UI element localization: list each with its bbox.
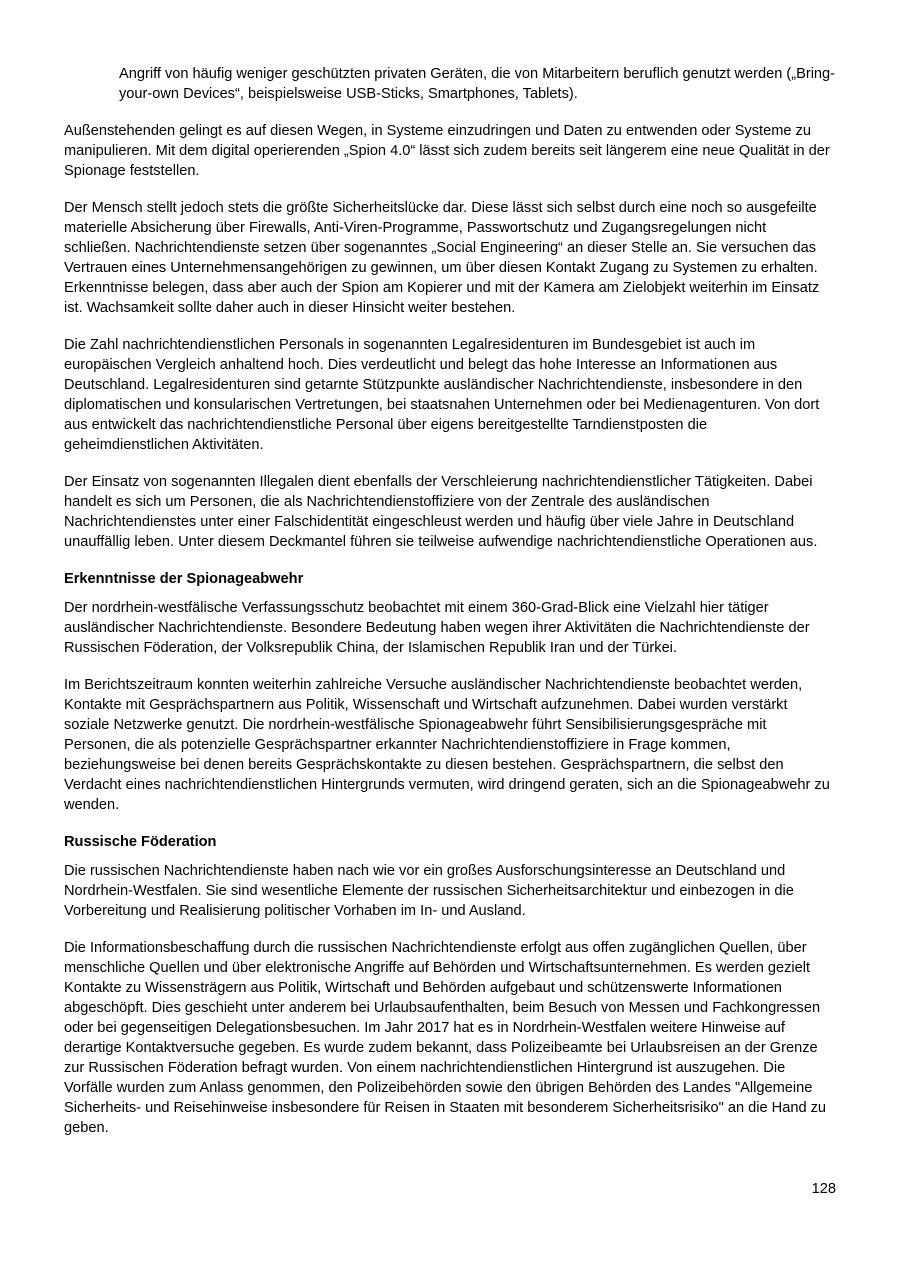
page-content <box>64 64 836 1155</box>
paragraph-illegale: Der Einsatz von sogenannten Illegalen dient ebenfalls der Verschleierung nachrichtendienstlicher Tätigkeiten. Dabei handelt es sich um Personen, die als Nachrichtendienstoffiziere von der Zentrale des ausländischen Nachrichtendienstes unter einer Falschidentität eingeschleust werden und häufig über viele Jahre in Deutschland unauffällig leben. Unter diesem Deckmantel führen sie teilweise aufwendige nachrichtendienstliche Operationen aus. <box>64 474 818 550</box>
paragraph-berichtszeitraum: Im Berichtszeitraum konnten weiterhin zahlreiche Versuche ausländischer Nachrichtendienste beobachtet werden, Kontakte mit Gesprächspartnern aus Politik, Wissenschaft und Wirtschaft aufzunehmen. Dabei wurden verstärkt soziale Netzwerke genutzt. Die nordrhein-westfälische Spionageabwehr führt Sensibilisierungsgespräche mit Personen, die als potenzielle Gesprächspartner erkannter Nachrichtendienstoffiziere in Frage kommen, beziehungsweise bei denen bereits Gesprächskontakte zu diesen bestehen. Gesprächspartnern, die selbst den Verdacht eines nachrichtendienstlichen Hintergrunds vermuten, wird dringend geraten, sich an die Spionageabwehr zu wenden. <box>64 677 830 813</box>
page-number: 128 <box>811 1181 836 1197</box>
paragraph-byod-continuation: Angriff von häufig weniger geschützten privaten Geräten, die von Mitarbeitern beruflich genutzt werden („Bring-your-own Devices“, beispielsweise USB-Sticks, Smartphones, Tablets). <box>119 66 836 102</box>
paragraph-russische-dienste: Die russischen Nachrichtendienste haben nach wie vor ein großes Ausforschungsinteresse an Deutschland und Nordrhein-Westfalen. Sie sind wesentliche Elemente der russischen Sicherheitsarchitektur und einbezogen in die Vorbereitung und Realisierung politischer Vorhaben im In- und Ausland. <box>64 863 794 919</box>
paragraph-360-grad: Der nordrhein-westfälische Verfassungsschutz beobachtet mit einem 360-Grad-Blick eine Vielzahl hier tätiger ausländischer Nachrichtendienste. Besondere Bedeutung haben wegen ihrer Aktivitäten die Nachrichtendienste der Russischen Föderation, der Volksrepublik China, der Islamischen Republik Iran und der Türkei. <box>64 600 810 656</box>
paragraph-human-factor: Der Mensch stellt jedoch stets die größte Sicherheitslücke dar. Diese lässt sich selbst durch eine noch so ausgefeilte materielle Absicherung über Firewalls, Anti-Viren-Programme, Passwortschutz und Zugangsregelungen nicht schließen. Nachrichtendienste setzen über sogenanntes „Social Engineering“ an dieser Stelle an. Sie versuchen das Vertrauen eines Unternehmensangehörigen zu gewinnen, um über diesen Kontakt Zugang zu Systemen zu erhalten. Erkenntnisse belegen, dass aber auch der Spion am Kopierer und mit der Kamera am Zielobjekt weiterhin im Einsatz ist. Wachsamkeit sollte daher auch in dieser Hinsicht weiter bestehen. <box>64 200 820 316</box>
paragraph-intrusion: Außenstehenden gelingt es auf diesen Wegen, in Systeme einzudringen und Daten zu entwenden oder Systeme zu manipulieren. Mit dem digital operierenden „Spion 4.0“ lässt sich zudem bereits seit längerem eine neue Qualität in der Spionage feststellen. <box>64 123 830 179</box>
paragraph-legalresidenturen: Die Zahl nachrichtendienstlichen Personals in sogenannten Legalresidenturen im Bundesgebiet ist auch im europäischen Vergleich anhaltend hoch. Dies verdeutlicht und belegt das hohe Interesse an Informationen aus Deutschland. Legalresidenturen sind getarnte Stützpunkte ausländischer Nachrichtendienste, insbesondere in den diplomatischen und konsularischen Vertretungen, bei staatsnahen Unternehmen oder bei Medienagenturen. Von dort aus entwickelt das nachrichtendienstliche Personal über eigens bereitgestellte Tarndienstposten die geheimdienstlichen Aktivitäten. <box>64 337 820 453</box>
heading-russische-foederation: Russische Föderation <box>64 834 217 850</box>
heading-erkenntnisse: Erkenntnisse der Spionageabwehr <box>64 571 304 587</box>
paragraph-informationsbeschaffung: Die Informationsbeschaffung durch die russischen Nachrichtendienste erfolgt aus offen zugänglichen Quellen, über menschliche Quellen und über elektronische Angriffe auf Behörden und Wirtschaftsunternehmen. Es werden gezielt Kontakte zu Wissensträgern aus Politik, Wirtschaft und Behörden aufgebaut und schützenswerte Informationen abgeschöpft. Dies geschieht unter anderem bei Urlaubsaufenthalten, beim Besuch von Messen und Fachkongressen oder bei gegenseitigen Delegationsbesuchen. Im Jahr 2017 hat es in Nordrhein-Westfalen weitere Hinweise auf derartige Kontaktversuche gegeben. Es wurde zudem bekannt, dass Polizeibeamte bei Urlaubsreisen an der Grenze zur Russischen Föderation befragt wurden. Von einem nachrichtendienstlichen Hintergrund ist auszugehen. Die Vorfälle wurden zum Anlass genommen, den Polizeibehörden sowie den übrigen Behörden des Landes "Allgemeine Sicherheits- und Reisehinweise insbesondere für Reisen in Staaten mit besonderem Sicherheitsrisiko" an die Hand zu geben. <box>64 940 827 1136</box>
